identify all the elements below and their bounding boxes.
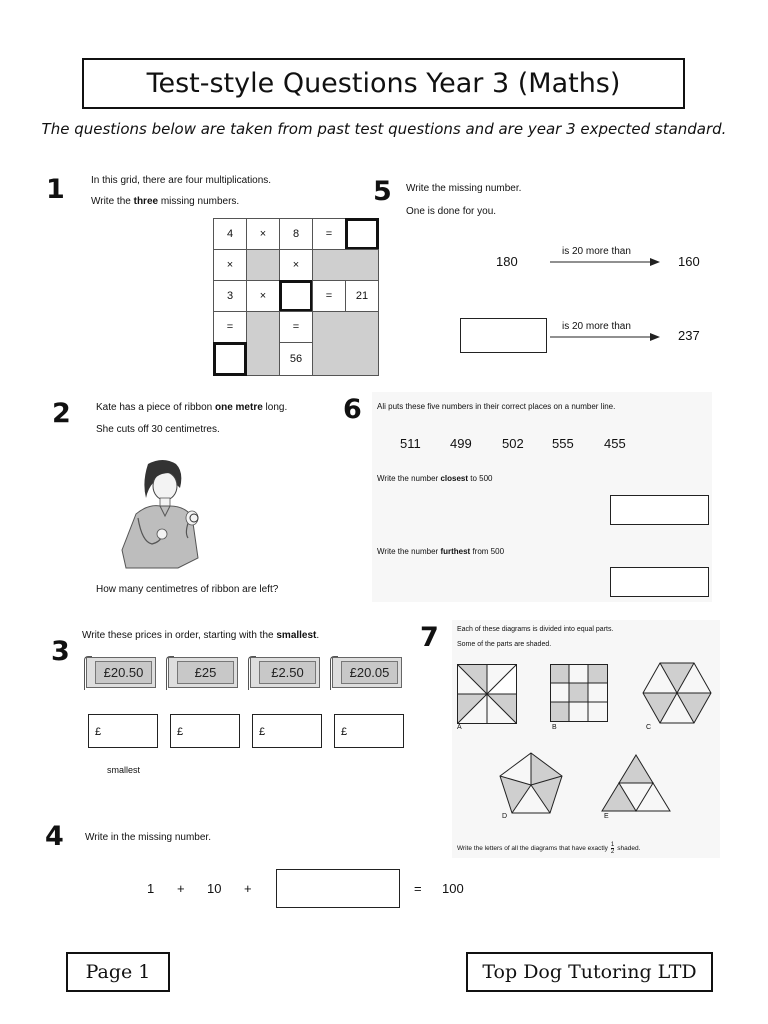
q6-closest-label: Write the number closest to 500 (377, 474, 493, 483)
q2-question: How many centimetres of ribbon are left? (96, 584, 279, 595)
right-arrow-icon (550, 256, 662, 268)
q4-term: 10 (207, 881, 222, 896)
grid-cell: × (246, 218, 280, 250)
q1-answer-box-2[interactable] (279, 280, 313, 312)
q6-number: 555 (552, 436, 574, 451)
q7-instruction-1: Each of these diagrams is divided into equal parts. (457, 626, 614, 633)
q5-task-right: 237 (678, 328, 700, 343)
page-subtitle: The questions below are taken from past test questions and are year 3 expected standard. (41, 120, 727, 138)
q6-number: 455 (604, 436, 626, 451)
q6-number: 502 (502, 436, 524, 451)
price-tag: £25 (168, 657, 238, 688)
grid-cell: = (279, 311, 313, 343)
grid-cell: 3 (213, 280, 247, 312)
question-3-number: 3 (51, 636, 70, 667)
q7-question: Write the letters of all the diagrams that have exactly 1 2 shaded. (457, 842, 641, 855)
diagram-a (457, 664, 517, 724)
q4-result: 100 (442, 881, 464, 896)
q5-arrow-label: is 20 more than (562, 246, 631, 257)
q3-smallest-label: smallest (107, 765, 141, 775)
q1-instruction-1: In this grid, there are four multiplications. (91, 175, 272, 186)
diagram-c (642, 662, 712, 724)
q6-furthest-label: Write the number furthest from 500 (377, 547, 505, 556)
one-half-fraction: 1 2 (610, 842, 615, 855)
price-tag: £2.50 (250, 657, 320, 688)
q5-instruction-2: One is done for you. (406, 206, 497, 217)
q3-answer-box-1[interactable]: £ (88, 714, 158, 748)
q1-multiplication-grid (213, 218, 379, 376)
string-icon (248, 656, 256, 690)
q5-example-left: 180 (496, 254, 518, 269)
page-title: Test-style Questions Year 3 (Maths) (82, 58, 685, 109)
q6-number: 511 (400, 436, 421, 451)
q6-closest-answer-box[interactable] (610, 495, 709, 525)
page-number-badge: Page 1 (66, 952, 170, 992)
grid-cell: 56 (279, 342, 313, 376)
q7-panel (452, 620, 720, 858)
q2-instruction-2: She cuts off 30 centimetres. (96, 424, 220, 435)
grid-shaded-cell (246, 249, 280, 281)
q6-number: 499 (450, 436, 472, 451)
diagram-e (601, 754, 671, 812)
grid-cell: 21 (345, 280, 379, 312)
right-arrow-icon (550, 331, 662, 343)
q6-instruction: Ali puts these five numbers in their correct places on a number line. (377, 402, 616, 411)
string-icon (84, 656, 92, 690)
question-6-number: 6 (343, 394, 362, 425)
q3-answer-box-2[interactable]: £ (170, 714, 240, 748)
grid-cell: × (246, 280, 280, 312)
grid-cell: = (312, 280, 346, 312)
string-icon (166, 656, 174, 690)
diagram-label: E (604, 813, 609, 820)
q1-answer-box-3[interactable] (213, 342, 247, 376)
q3-answer-box-4[interactable]: £ (334, 714, 404, 748)
company-name-badge: Top Dog Tutoring LTD (466, 952, 713, 992)
q5-instruction-1: Write the missing number. (406, 183, 522, 194)
q4-term: 1 (147, 881, 155, 896)
q6-furthest-answer-box[interactable] (610, 567, 709, 597)
grid-shaded-cell (312, 249, 379, 281)
question-1-number: 1 (46, 174, 65, 205)
q4-operator: + (177, 881, 185, 896)
q5-example-right: 160 (678, 254, 700, 269)
grid-cell: × (213, 249, 247, 281)
grid-cell: 8 (279, 218, 313, 250)
q3-instruction: Write these prices in order, starting with the smallest. (82, 630, 320, 641)
grid-shaded-cell (312, 311, 379, 376)
question-4-number: 4 (45, 821, 64, 852)
q5-arrow-label-2: is 20 more than (562, 321, 631, 332)
diagram-label: D (502, 813, 508, 820)
q1-instruction-2: Write the three missing numbers. (91, 196, 240, 207)
string-icon (330, 656, 338, 690)
diagram-b (550, 664, 608, 722)
q5-answer-box[interactable] (460, 318, 547, 353)
grid-cell: 4 (213, 218, 247, 250)
diagram-label: C (646, 724, 652, 731)
q2-instruction-1: Kate has a piece of ribbon one metre long. (96, 402, 288, 413)
price-tag: £20.05 (332, 657, 402, 688)
question-5-number: 5 (373, 176, 392, 207)
price-tag: £20.50 (86, 657, 156, 688)
diagram-d (498, 752, 564, 814)
q7-instruction-2: Some of the parts are shaded. (457, 641, 552, 648)
question-7-number: 7 (420, 622, 439, 653)
q4-answer-box[interactable] (276, 869, 400, 908)
q4-operator: + (244, 881, 252, 896)
q4-equals: = (414, 881, 422, 896)
grid-cell: = (213, 311, 247, 343)
q3-answer-box-3[interactable]: £ (252, 714, 322, 748)
diagram-label: B (552, 724, 557, 731)
q4-instruction: Write in the missing number. (85, 832, 211, 843)
grid-cell: = (312, 218, 346, 250)
grid-shaded-cell (246, 311, 280, 376)
grid-cell: × (279, 249, 313, 281)
q1-answer-box-1[interactable] (345, 218, 379, 250)
question-2-number: 2 (52, 398, 71, 429)
diagram-label: A (457, 724, 462, 731)
girl-with-ribbon-illustration (118, 458, 210, 570)
